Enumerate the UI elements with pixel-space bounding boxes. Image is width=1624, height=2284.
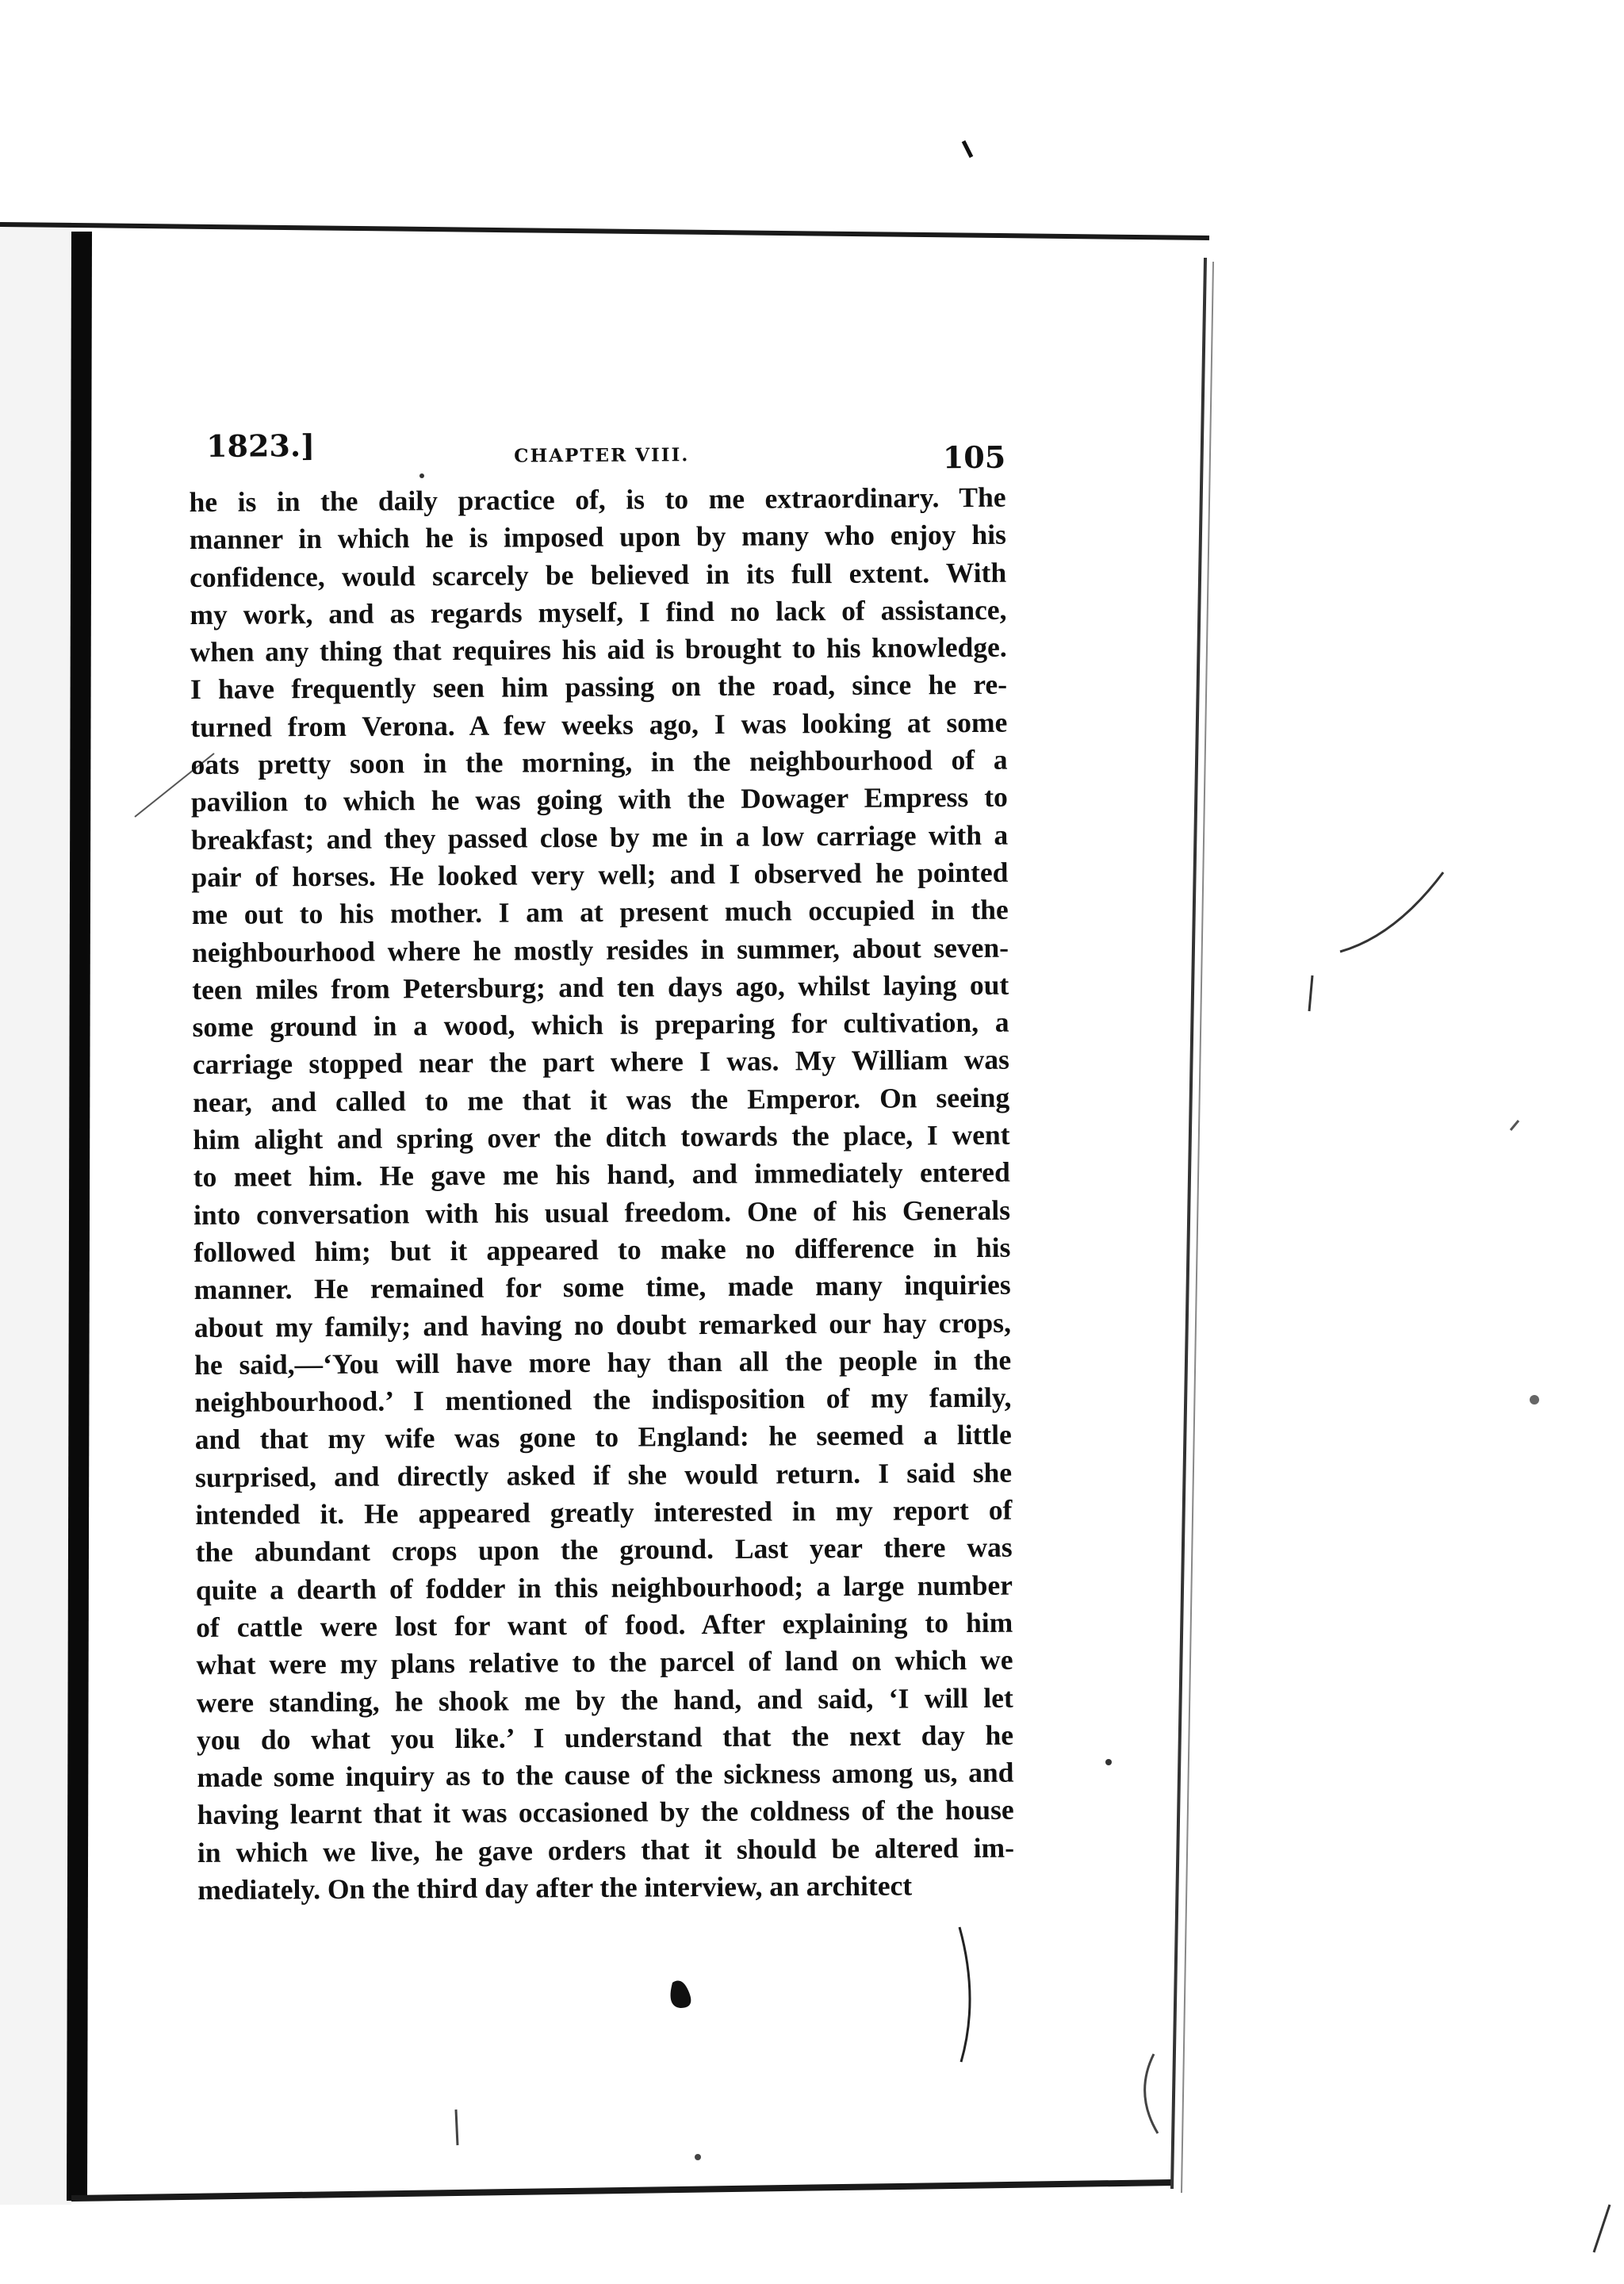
- text-line: about my family; and having no doubt remarked our hay crops,: [193, 1306, 1012, 1343]
- speck: [1530, 1395, 1539, 1405]
- speck: [695, 2154, 701, 2160]
- text-line: carriage stopped near the part where I was. My William was: [192, 1044, 1010, 1081]
- text-line: to meet him. He gave me his hand, and immediately entered: [193, 1156, 1010, 1194]
- text-line: surprised, and directly asked if she would return. I said she: [194, 1456, 1013, 1493]
- text-line: pavilion to which he was going with the Dowager Empress to: [190, 781, 1008, 818]
- running-head: [189, 423, 1005, 476]
- right-page-edge: [1172, 258, 1205, 2189]
- text-line: when any thing that requires his aid is brought to his knowledge.: [190, 630, 1007, 669]
- chapter-heading: CHAPTER VIII.: [514, 444, 690, 467]
- text-line: you do what you like.’ I understand that the next day he: [196, 1719, 1014, 1756]
- text-line: breakfast; and they passed close by me in a low carriage with a: [191, 818, 1009, 856]
- stray-curve: [1340, 872, 1443, 952]
- binding-edge: [77, 232, 82, 2201]
- speck: [1105, 1759, 1112, 1765]
- text-line: manner in which he is imposed upon by many who enjoy his: [189, 519, 1006, 556]
- text-line: of cattle were lost for want of food. After explaining to him: [196, 1606, 1013, 1643]
- text-line: the abundant crops upon the ground. Last year there was: [195, 1531, 1013, 1569]
- page-curl-mark-2: [1145, 2054, 1158, 2133]
- text-line: manner. He remained for some time, made many inquiries: [193, 1268, 1011, 1306]
- text-line: in which we live, he gave orders that it should be altered im-: [197, 1831, 1015, 1868]
- facing-page-bottom-edge: [71, 2182, 1174, 2198]
- right-page-edge-shadow: [1182, 262, 1213, 2193]
- text-line: some ground in a wood, which is preparing for cultivation, a: [192, 1006, 1009, 1044]
- book-page: [189, 423, 1014, 1910]
- text-line: made some inquiry as to the cause of the sickness among us, and: [197, 1756, 1014, 1794]
- text-line: what were my plans relative to the parcel of land on which we: [196, 1643, 1013, 1681]
- text-line: neighbourhood.’ I mentioned the indisposition of my family,: [194, 1381, 1012, 1419]
- text-line: mediately. On the third day after the interview, an architect: [197, 1869, 913, 1906]
- text-line: near, and called to me that it was the Emperor. On seeing: [193, 1081, 1010, 1118]
- text-line: me out to his mother. I am at present much occupied in the: [191, 893, 1009, 931]
- text-line: and that my wife was gone to England: he seemed a little: [194, 1419, 1012, 1456]
- page-curl-mark: [959, 1927, 970, 2062]
- text-line: having learnt that it was occasioned by the coldness of the house: [197, 1794, 1014, 1831]
- text-line: followed him; but it appeared to make no difference in his: [193, 1231, 1011, 1268]
- text-line: confidence, would scarcely be believed in its full extent. With: [190, 556, 1007, 593]
- text-line: were standing, he shook me by the hand, and said, ‘I will let: [196, 1681, 1013, 1719]
- page-number: 105: [942, 439, 1006, 476]
- text-line: teen miles from Petersburg; and ten days ago, whilst laying out: [192, 968, 1009, 1006]
- stray-line: [456, 2110, 458, 2145]
- body-text: [189, 479, 1014, 1910]
- text-line: quite a dearth of fodder in this neighbourhood; a large number: [195, 1569, 1013, 1606]
- text-line: he is in the daily practice of, is to me extraordinary. The: [189, 481, 1006, 518]
- text-line: him alight and spring over the ditch towards the place, I went: [193, 1118, 1010, 1156]
- text-line: my work, and as regards myself, I find no lack of assistance,: [190, 593, 1007, 630]
- stray-mark: [1309, 975, 1312, 1011]
- stray-line-right: [1594, 2205, 1610, 2252]
- ink-blot: [671, 1981, 691, 2008]
- facing-page-top-edge: [0, 224, 1209, 238]
- text-line: neighbourhood where he mostly resides in summer, about seven-: [191, 931, 1009, 968]
- facing-page-strip: [0, 222, 71, 2205]
- text-line: he said,—‘You will have more hay than all the people in the: [194, 1343, 1012, 1381]
- text-line: intended it. He appeared greatly interested in my report of: [195, 1493, 1013, 1531]
- text-line: into conversation with his usual freedom. One of his Generals: [193, 1194, 1011, 1231]
- text-line: pair of horses. He looked very well; and I observed he pointed: [191, 856, 1009, 893]
- stray-mark-2: [1511, 1121, 1519, 1130]
- text-line: turned from Verona. A few weeks ago, I was looking at some: [190, 706, 1008, 743]
- text-line: oats pretty soon in the morning, in the neighbourhood of a: [190, 743, 1008, 781]
- text-line: I have frequently seen him passing on the road, since he re-: [190, 669, 1008, 706]
- running-head-year: 1823.]: [205, 427, 316, 464]
- speck: [963, 141, 971, 157]
